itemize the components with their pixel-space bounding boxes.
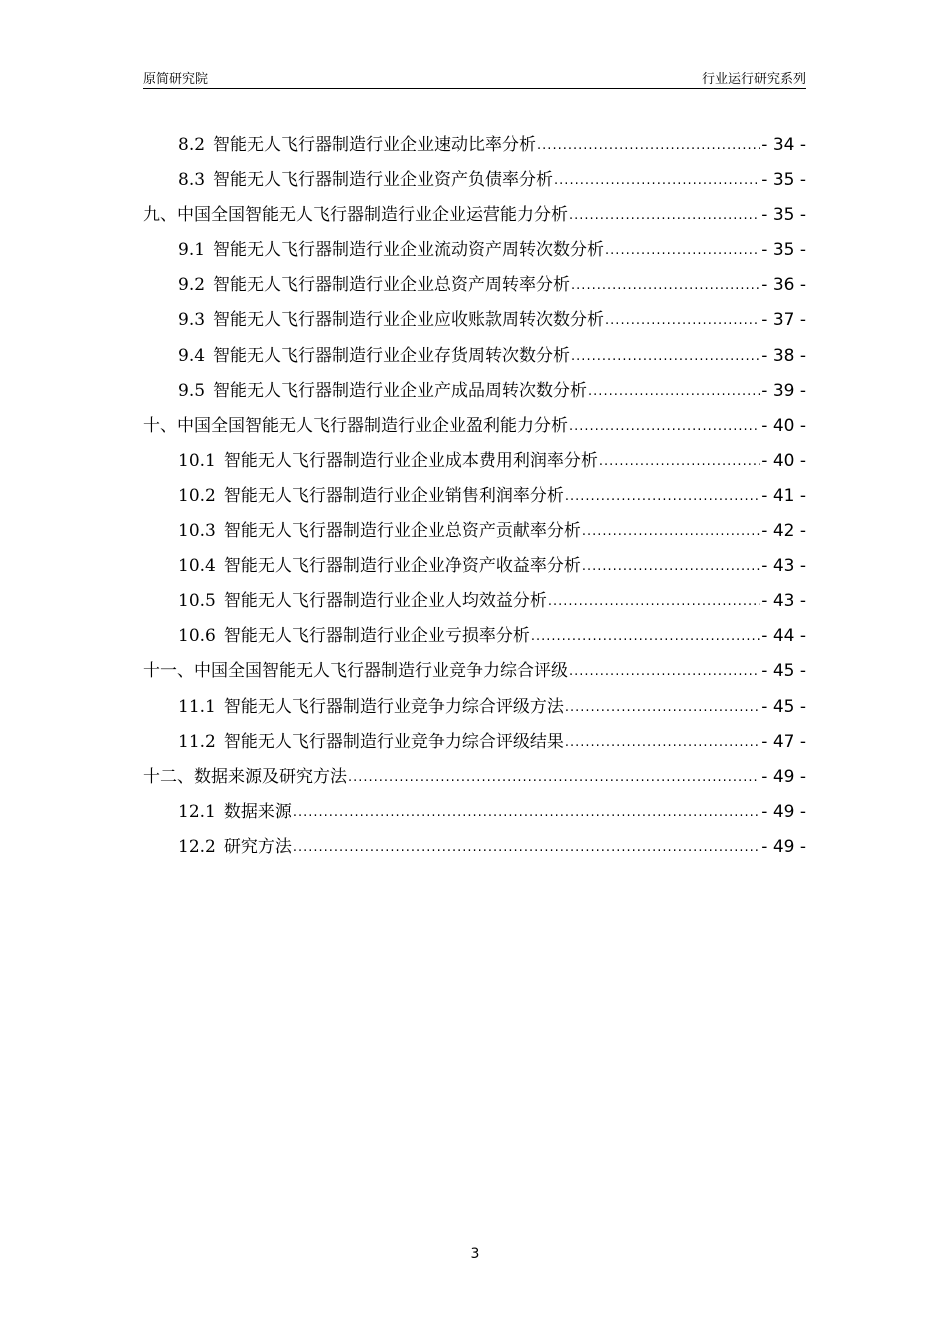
toc-entry-text: 智能无人飞行器制造行业企业销售利润率分析 [223, 485, 564, 506]
toc-entry[interactable] [143, 479, 806, 514]
toc-entry-number: 8.3 [178, 170, 206, 191]
toc-entry[interactable] [143, 830, 806, 865]
toc-dot-leader [569, 654, 760, 689]
toc-dot-leader [569, 198, 760, 233]
toc-entry[interactable] [143, 654, 806, 689]
toc-entry-number: 10.6 [178, 626, 216, 647]
toc-dot-leader [554, 163, 760, 198]
toc-entry-title [178, 619, 530, 654]
toc-entry-page: - 49 - [761, 766, 806, 787]
toc-entry[interactable] [143, 198, 806, 233]
toc-entry[interactable] [143, 128, 806, 163]
toc-entry-page: - 35 - [761, 170, 806, 191]
toc-entry-title [178, 514, 581, 549]
toc-entry[interactable] [143, 409, 806, 444]
toc-dot-leader [599, 444, 760, 479]
toc-entry-text: 九、中国全国智能无人飞行器制造行业企业运营能力分析 [143, 205, 568, 226]
toc-entry-text: 数据来源 [223, 801, 292, 822]
toc-entry-title [178, 479, 564, 514]
toc-entry-number: 10.5 [178, 591, 216, 612]
toc-entry-page: - 49 - [761, 836, 806, 857]
toc-entry-title [178, 725, 564, 760]
toc-entry-number: 10.1 [178, 450, 216, 471]
toc-dot-leader [531, 619, 760, 654]
toc-entry[interactable] [143, 163, 806, 198]
toc-entry-text: 十二、数据来源及研究方法 [143, 766, 347, 787]
toc-entry-page: - 47 - [761, 731, 806, 752]
toc-entry-number: 11.1 [178, 696, 216, 717]
toc-entry-title [178, 163, 553, 198]
toc-entry-page: - 40 - [761, 415, 806, 436]
page-number: 3 [470, 1246, 480, 1262]
toc-entry[interactable] [143, 725, 806, 760]
toc-entry-title [143, 654, 568, 689]
toc-entry-text: 智能无人飞行器制造行业企业速动比率分析 [213, 135, 537, 155]
toc-entry-number: 11.2 [178, 731, 216, 752]
toc-entry-title [178, 233, 604, 268]
toc-entry[interactable] [143, 303, 806, 338]
toc-entry-page: - 44 - [761, 626, 806, 647]
toc-entry-title [178, 549, 581, 584]
toc-entry-number: 10.4 [178, 556, 216, 577]
header-org-name: 原简研究院 [143, 72, 209, 87]
toc-dot-leader [588, 374, 760, 409]
toc-dot-leader [565, 725, 760, 760]
toc-entry-text: 十、中国全国智能无人飞行器制造行业企业盈利能力分析 [143, 415, 568, 436]
toc-entry-page: - 39 - [761, 380, 806, 401]
toc-dot-leader [293, 830, 760, 865]
toc-entry-number: 9.4 [178, 345, 206, 366]
toc-dot-leader [565, 690, 760, 725]
toc-entry-text: 智能无人飞行器制造行业企业应收账款周转次数分析 [213, 310, 605, 331]
toc-dot-leader [293, 795, 760, 830]
toc-entry-page: - 42 - [761, 521, 806, 542]
toc-entry-title [178, 584, 547, 619]
toc-entry-number: 8.2 [178, 135, 206, 155]
toc-entry-text: 智能无人飞行器制造行业企业存货周转次数分析 [213, 345, 571, 366]
toc-entry-text: 研究方法 [223, 836, 292, 857]
toc-entry-text: 智能无人飞行器制造行业竞争力综合评级方法 [223, 696, 564, 717]
toc-entry-title [178, 128, 536, 163]
toc-dot-leader [537, 128, 760, 163]
toc-entry-number: 10.3 [178, 521, 216, 542]
toc-entry-text: 智能无人飞行器制造行业企业资产负债率分析 [213, 170, 554, 191]
toc-dot-leader [571, 339, 760, 374]
toc-entry-title [143, 198, 568, 233]
toc-entry-page: - 45 - [761, 696, 806, 717]
toc-entry[interactable] [143, 444, 806, 479]
toc-entry-page: - 40 - [761, 450, 806, 471]
toc-entry-page: - 43 - [761, 591, 806, 612]
toc-entry-page: - 35 - [761, 205, 806, 226]
toc-entry[interactable] [143, 619, 806, 654]
toc-entry-page: - 43 - [761, 556, 806, 577]
toc-entry-number: 9.2 [178, 275, 206, 296]
toc-entry-page: - 37 - [761, 310, 806, 331]
toc-dot-leader [582, 514, 760, 549]
toc-entry-page: - 35 - [761, 240, 806, 261]
toc-entry-title [178, 795, 292, 830]
toc-entry[interactable] [143, 514, 806, 549]
toc-entry-title [143, 760, 347, 795]
toc-dot-leader [571, 268, 760, 303]
toc-entry[interactable] [143, 374, 806, 409]
toc-entry[interactable] [143, 268, 806, 303]
toc-entry[interactable] [143, 584, 806, 619]
toc-entry[interactable] [143, 339, 806, 374]
toc-entry-text: 智能无人飞行器制造行业企业净资产收益率分析 [223, 556, 581, 577]
toc-entry-text: 十一、中国全国智能无人飞行器制造行业竞争力综合评级 [143, 661, 568, 682]
toc-entry-text: 智能无人飞行器制造行业竞争力综合评级结果 [223, 731, 564, 752]
toc-entry-text: 智能无人飞行器制造行业企业流动资产周转次数分析 [213, 240, 605, 261]
toc-dot-leader [582, 549, 760, 584]
toc-entry-title [178, 303, 604, 338]
toc-entry-text: 智能无人飞行器制造行业企业总资产周转率分析 [213, 275, 571, 296]
toc-entry[interactable] [143, 549, 806, 584]
header-series-name: 行业运行研究系列 [701, 72, 806, 87]
toc-entry-title [178, 374, 587, 409]
toc-entry-text: 智能无人飞行器制造行业企业成本费用利润率分析 [223, 450, 598, 471]
table-of-contents [143, 128, 806, 865]
toc-entry-title [178, 690, 564, 725]
toc-entry-number: 10.2 [178, 485, 216, 506]
toc-entry-page: - 45 - [761, 661, 806, 682]
toc-entry-number: 9.1 [178, 240, 206, 261]
toc-entry-text: 智能无人飞行器制造行业企业总资产贡献率分析 [223, 521, 581, 542]
toc-entry-number: 12.1 [178, 801, 216, 822]
toc-entry[interactable] [143, 233, 806, 268]
toc-dot-leader [348, 760, 760, 795]
page-header [143, 66, 806, 89]
toc-entry-title [178, 268, 570, 303]
toc-dot-leader [565, 479, 760, 514]
toc-entry-title [178, 339, 570, 374]
toc-dot-leader [605, 233, 760, 268]
toc-entry-number: 9.3 [178, 310, 206, 331]
toc-entry-text: 智能无人飞行器制造行业企业人均效益分析 [223, 591, 547, 612]
toc-entry-page: - 36 - [761, 275, 806, 296]
toc-dot-leader [548, 584, 760, 619]
toc-entry[interactable] [143, 690, 806, 725]
toc-entry-text: 智能无人飞行器制造行业企业亏损率分析 [223, 626, 530, 647]
toc-entry-title [143, 409, 568, 444]
toc-entry-text: 智能无人飞行器制造行业企业产成品周转次数分析 [213, 380, 588, 401]
toc-entry-number: 12.2 [178, 836, 216, 857]
toc-entry-title [178, 444, 598, 479]
toc-dot-leader [605, 303, 760, 338]
toc-entry-title [178, 830, 292, 865]
toc-entry-page: - 34 - [761, 135, 806, 155]
toc-entry-page: - 49 - [761, 801, 806, 822]
toc-dot-leader [569, 409, 760, 444]
toc-entry[interactable] [143, 760, 806, 795]
toc-entry-page: - 38 - [761, 345, 806, 366]
toc-entry[interactable] [143, 795, 806, 830]
toc-entry-page: - 41 - [761, 485, 806, 506]
toc-entry-number: 9.5 [178, 380, 206, 401]
